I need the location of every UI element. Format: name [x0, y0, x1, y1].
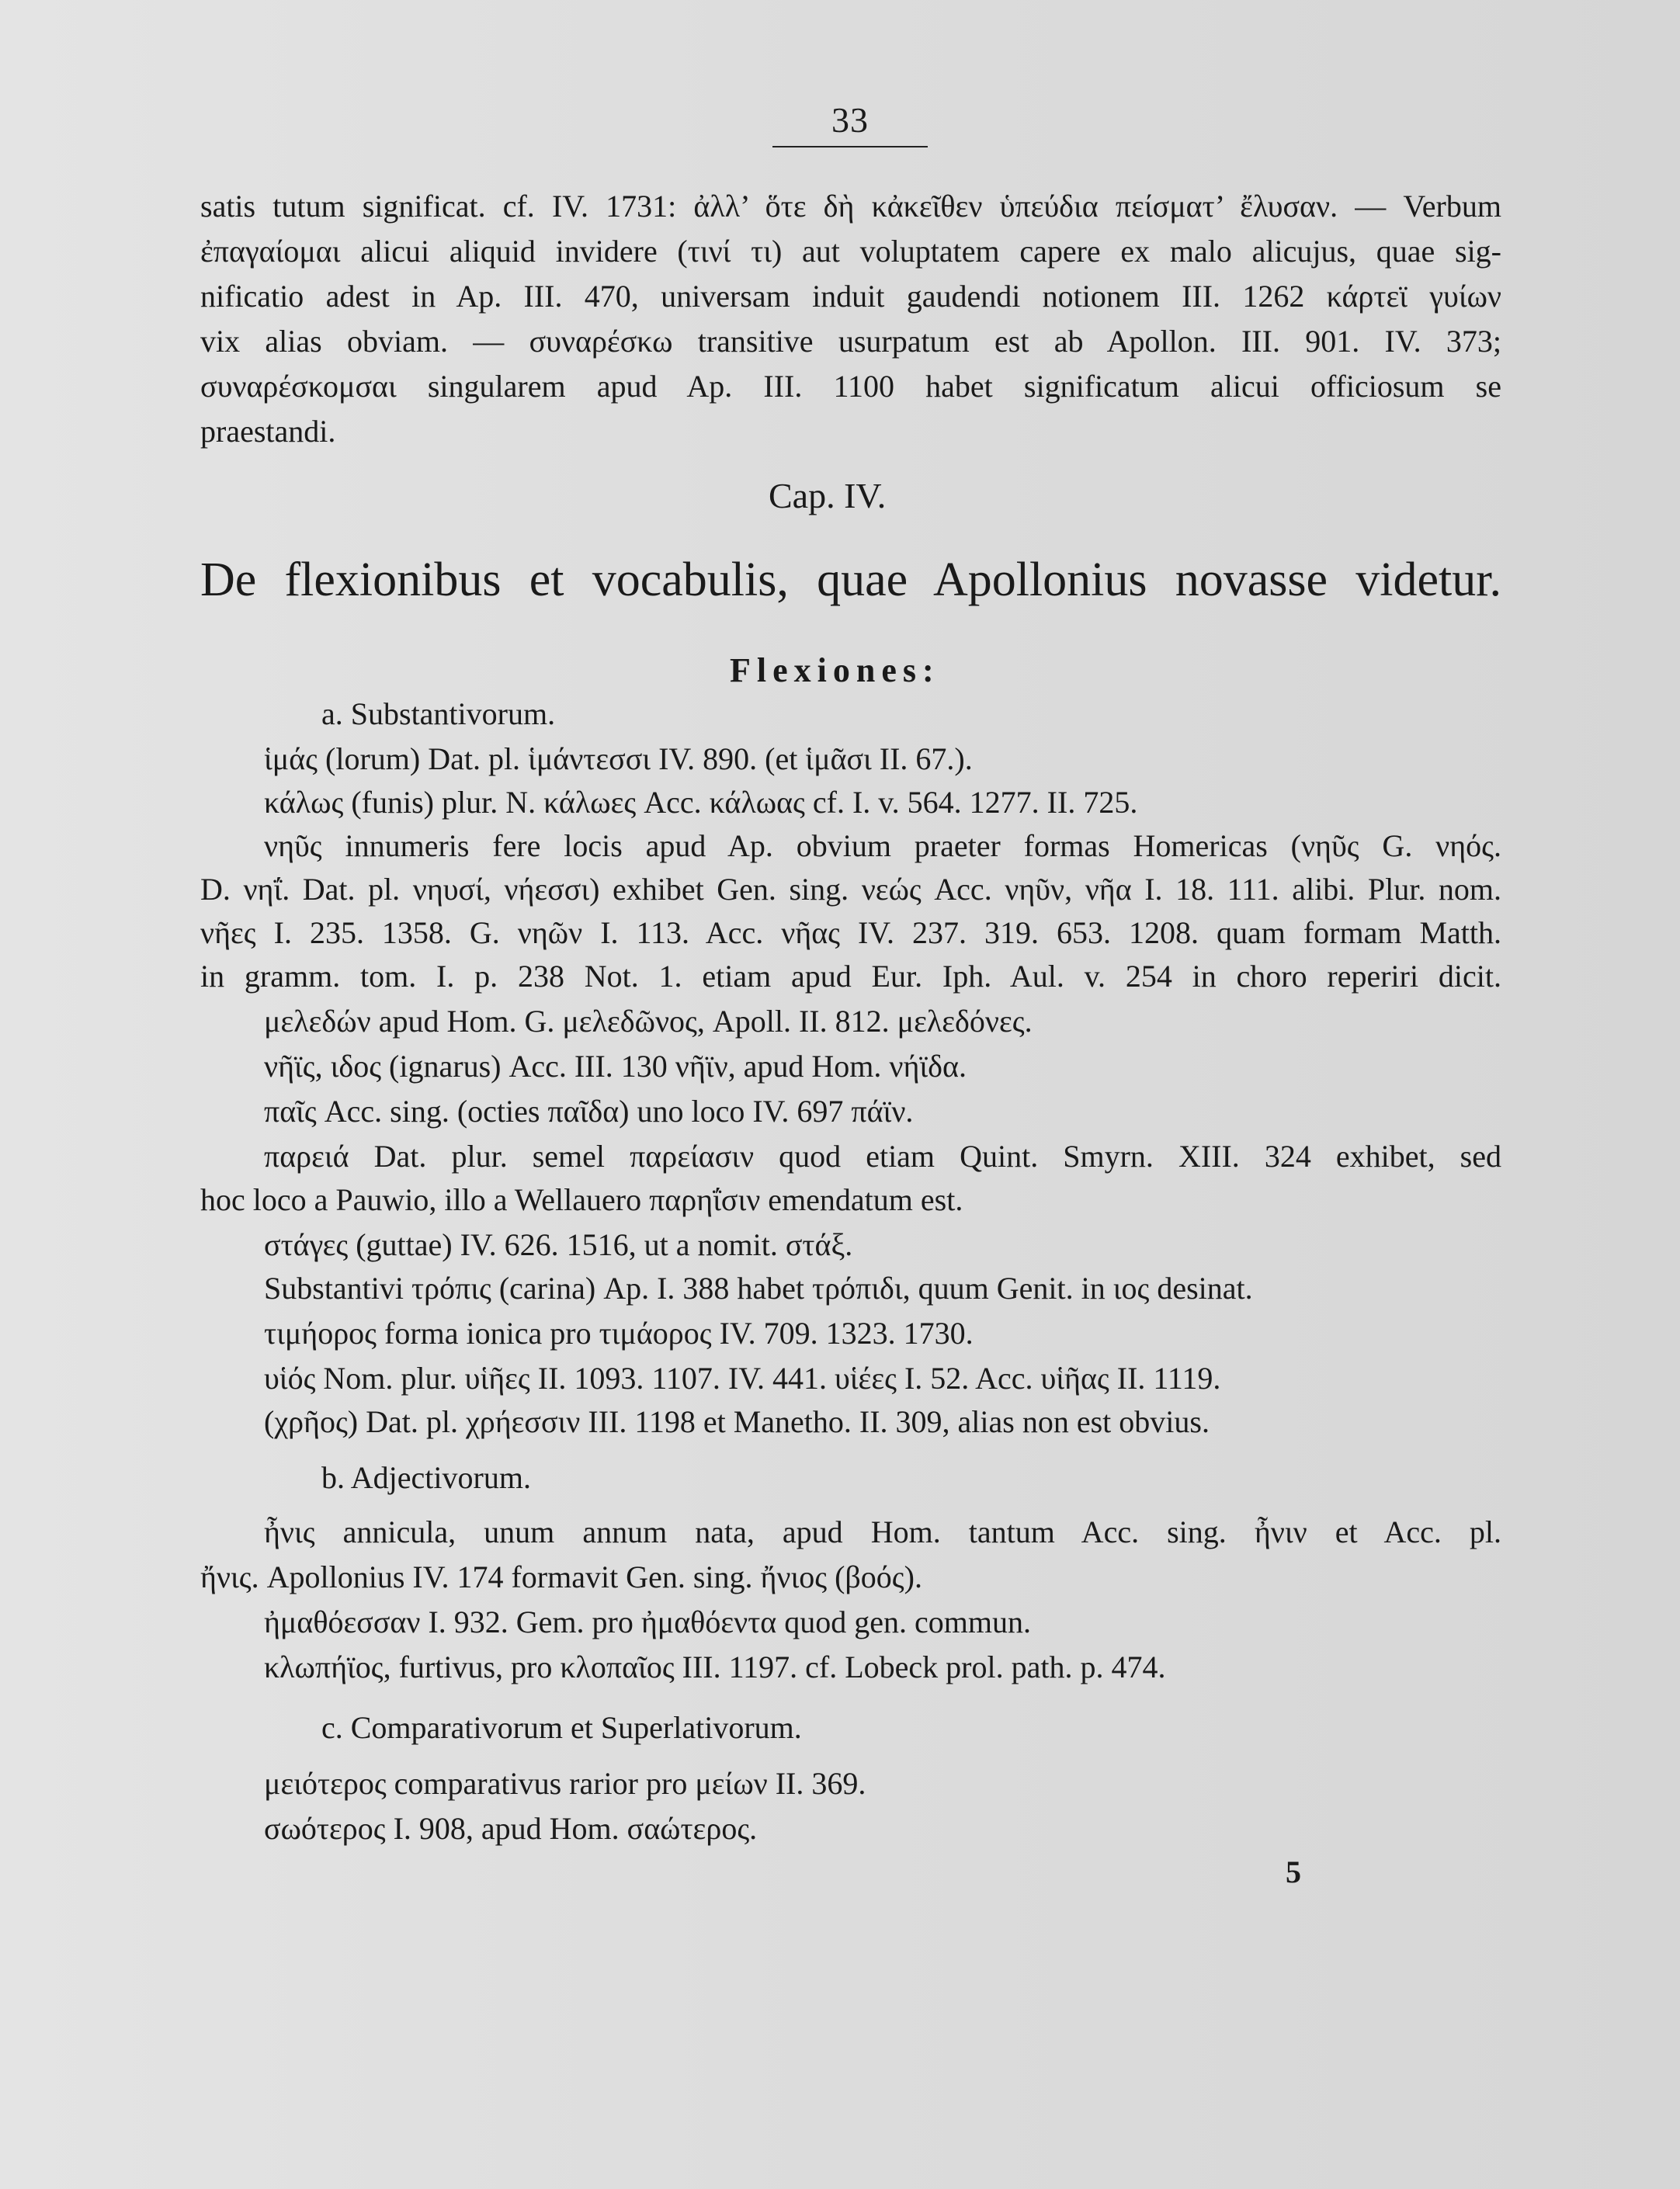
- intro-line-5: συναρέσκομσαι singularem apud Ap. III. 1100 habet significatum alicui officiosum se: [200, 369, 1501, 404]
- intro-line-4: vix alias obviam. — συναρέσκω transitive usurpatum est ab Apollon. III. 901. IV. 373;: [200, 324, 1501, 359]
- intro-line-6: praestandi.: [200, 414, 336, 449]
- entry-line: hoc loco a Pauwio, illo a Wellauero παρηΐσιν emendatum est.: [200, 1182, 963, 1217]
- entry-line: μειότερος comparativus rarior pro μείων II. 369.: [264, 1766, 866, 1801]
- page-number-rule: [772, 146, 928, 147]
- section-b-heading: b. Adjectivorum.: [321, 1460, 531, 1495]
- entry-line: μελεδών apud Hom. G. μελεδῶνος, Apoll. II. 812. μελεδόνες.: [264, 1004, 1033, 1039]
- entry-line: νῆες I. 235. 1358. G. νηῶν I. 113. Acc. νῆας IV. 237. 319. 653. 1208. quam formam Matth.: [200, 915, 1501, 950]
- entry-line: νηῦς innumeris fere locis apud Ap. obvium praeter formas Homericas (νηῦς G. νηός.: [264, 828, 1501, 863]
- chapter-heading: Cap. IV.: [769, 476, 887, 515]
- entry-line: ἠμαθόεσσαν I. 932. Gem. pro ἠμαθόεντα quod gen. commun.: [264, 1604, 1031, 1639]
- entry-line: ἤνις. Apollonius IV. 174 formavit Gen. sing. ἤνιος (βοός).: [200, 1559, 922, 1594]
- entry-line: παῖς Acc. sing. (octies παῖδα) uno loco IV. 697 πάϊν.: [264, 1094, 914, 1129]
- entry-line: κλωπήϊος, furtivus, pro κλοπαῖος III. 1197. cf. Lobeck prol. path. p. 474.: [264, 1650, 1166, 1684]
- entry-line: Substantivi τρόπις (carina) Ap. I. 388 habet τρόπιδι, quum Genit. in ιος desinat.: [264, 1271, 1253, 1306]
- section-title: De flexionibus et vocabulis, quae Apollonius novasse videtur.: [200, 553, 1501, 606]
- entry-line: παρειά Dat. plur. semel παρείασιν quod etiam Quint. Smyrn. XIII. 324 exhibet, sed: [264, 1139, 1501, 1174]
- entry-line: σωότερος I. 908, apud Hom. σαώτερος.: [264, 1811, 758, 1846]
- subtitle-flexiones: Flexiones:: [730, 651, 940, 689]
- section-c-heading: c. Comparativorum et Superlativorum.: [321, 1710, 802, 1745]
- entry-line: κάλως (funis) plur. N. κάλωες Acc. κάλωας cf. I. v. 564. 1277. II. 725.: [264, 785, 1138, 820]
- entry-line: D. νηΐ. Dat. pl. νηυσί, νήεσσι) exhibet Gen. sing. νεώς Acc. νηῦν, νῆα I. 18. 111. alibi. Plur. nom.: [200, 872, 1502, 907]
- intro-line-1: satis tutum significat. cf. IV. 1731: ἀλλ’ ὅτε δὴ κἀκεῖθεν ὑπεύδια πείσματ’ ἔλυσαν. — Verbum: [200, 189, 1501, 224]
- section-a-heading: a. Substantivorum.: [321, 696, 556, 731]
- entry-line: in gramm. tom. I. p. 238 Not. 1. etiam apud Eur. Iph. Aul. v. 254 in choro reperiri dicit.: [200, 959, 1501, 994]
- signature-mark: 5: [1286, 1854, 1301, 1889]
- entry-line: υἱός Nom. plur. υἱῆες II. 1093. 1107. IV. 441. υἱέες I. 52. Acc. υἱῆας II. 1119.: [264, 1361, 1221, 1396]
- entry-line: τιμήορος forma ionica pro τιμάορος IV. 709. 1323. 1730.: [264, 1316, 974, 1351]
- page-number: 33: [831, 100, 869, 140]
- entry-line: ἦνις annicula, unum annum nata, apud Hom. tantum Acc. sing. ἦνιν et Acc. pl.: [264, 1514, 1501, 1549]
- intro-line-2: ἐπαγαίομαι alicui aliquid invidere (τινί τι) aut voluptatem capere ex malo alicujus, quae sig-: [200, 234, 1501, 269]
- entry-line: νῆϊς, ιδος (ignarus) Acc. III. 130 νῆϊν, apud Hom. νήϊδα.: [264, 1049, 967, 1084]
- intro-line-3: nificatio adest in Ap. III. 470, universam induit gaudendi notionem III. 1262 κάρτεϊ γυίων: [200, 279, 1501, 314]
- entry-line: (χρῆος) Dat. pl. χρήεσσιν III. 1198 et Manetho. II. 309, alias non est obvius.: [264, 1404, 1210, 1439]
- entry-line: ἱμάς (lorum) Dat. pl. ἱμάντεσσι IV. 890. (et ἱμᾶσι II. 67.).: [264, 741, 973, 776]
- entry-line: στάγες (guttae) IV. 626. 1516, ut a nomit. στάξ.: [264, 1227, 853, 1262]
